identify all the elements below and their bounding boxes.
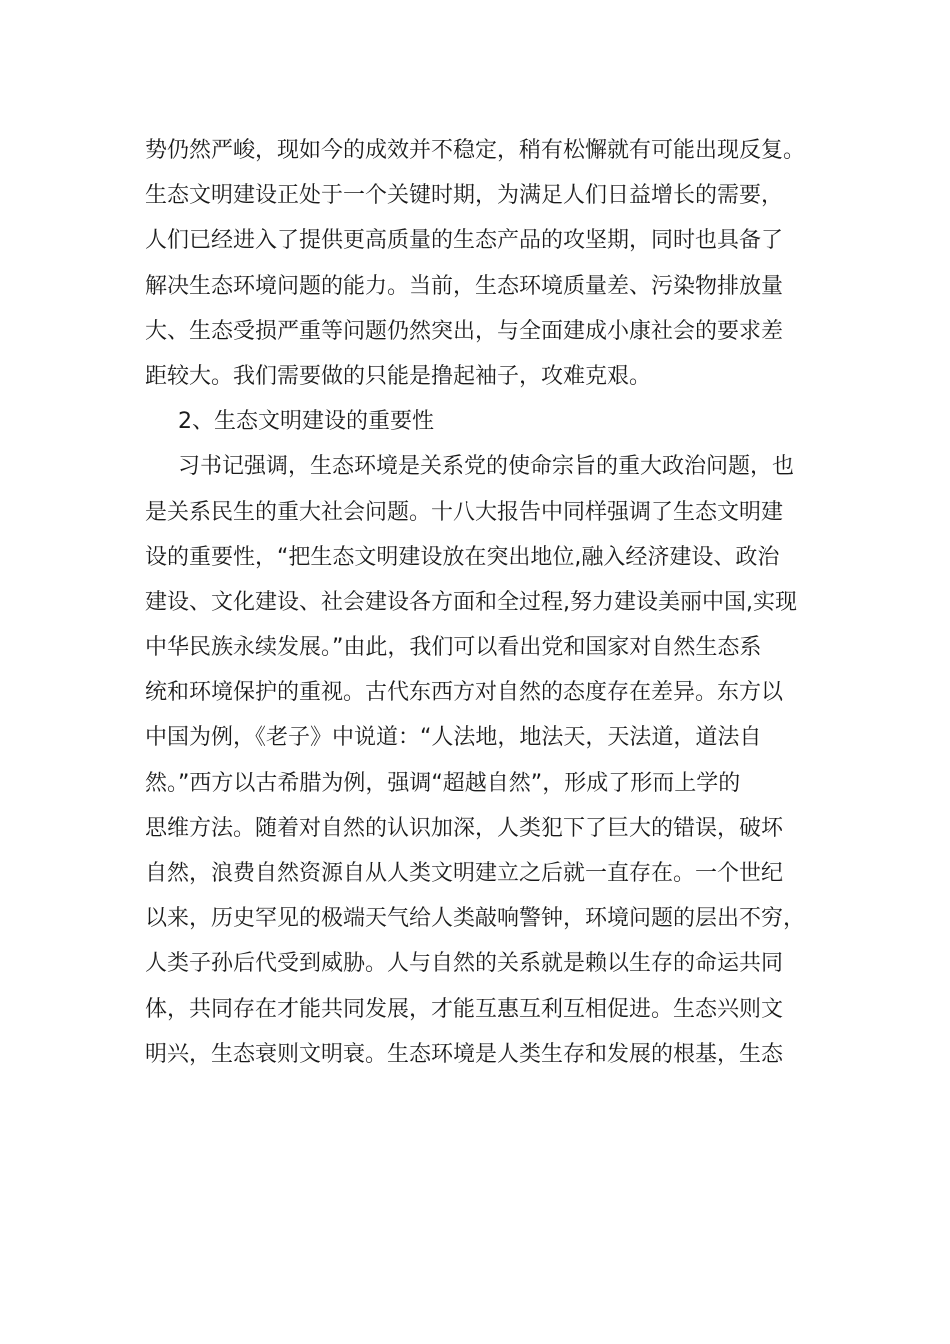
paragraph-1-line: 生态文明建设正处于一个关键时期，为满足人们日益增长的需要，: [145, 183, 784, 209]
paragraph-2-line: 中华民族永续发展。”由此，我们可以看出党和国家对自然生态系: [145, 635, 762, 661]
paragraph-2-line: 设的重要性，“把生态文明建设放在突出地位,融入经济建设、政治: [145, 544, 780, 570]
paragraph-2-line: 建设、文化建设、社会建设各方面和全过程,努力建设美丽中国,实现: [145, 589, 797, 615]
paragraph-1-line: 解决生态环境问题的能力。当前，生态环境质量差、污染物排放量: [145, 273, 784, 299]
paragraph-2-line: 是关系民生的重大社会问题。十八大报告中同样强调了生态文明建: [145, 499, 784, 525]
paragraph-2-line: 明兴，生态衰则文明衰。生态环境是人类生存和发展的根基，生态: [145, 1041, 784, 1067]
paragraph-2-line: 然。”西方以古希腊为例，强调“超越自然”，形成了形而上学的: [145, 770, 741, 796]
paragraph-2-line: 自然，浪费自然资源自从人类文明建立之后就一直存在。一个世纪: [145, 861, 784, 886]
paragraph-1-line: 大、生态受损严重等问题仍然突出，与全面建成小康社会的要求差: [145, 318, 784, 344]
paragraph-1-line: 人们已经进入了提供更高质量的生态产品的攻坚期，同时也具备了: [145, 228, 784, 254]
paragraph-2-line: 体，共同存在才能共同发展，才能互惠互利互相促进。生态兴则文: [145, 996, 784, 1022]
paragraph-2-line: 习书记强调，生态环境是关系党的使命宗旨的重大政治问题，也: [178, 454, 795, 480]
paragraph-1-line: 距较大。我们需要做的只能是撸起袖子，攻难克艰。: [145, 363, 652, 389]
section-heading: 2、生态文明建设的重要性: [178, 409, 434, 435]
document-body: [145, 128, 815, 1077]
paragraph-2-line: 以来，历史罕见的极端天气给人类敲响警钟，环境问题的层出不穷，: [145, 906, 806, 932]
paragraph-2-line: 思维方法。随着对自然的认识加深，人类犯下了巨大的错误，破坏: [145, 815, 784, 841]
paragraph-2-line: 人类子孙后代受到威胁。人与自然的关系就是赖以生存的命运共同: [145, 951, 784, 977]
paragraph-2-line: 统和环境保护的重视。古代东西方对自然的态度存在差异。东方以: [145, 680, 784, 706]
paragraph-2-line: 中国为例，《老子》中说道：“人法地，地法天，天法道，道法自: [145, 725, 762, 751]
paragraph-1-line: 势仍然严峻，现如今的成效并不稳定，稍有松懈就有可能出现反复。: [145, 138, 806, 163]
